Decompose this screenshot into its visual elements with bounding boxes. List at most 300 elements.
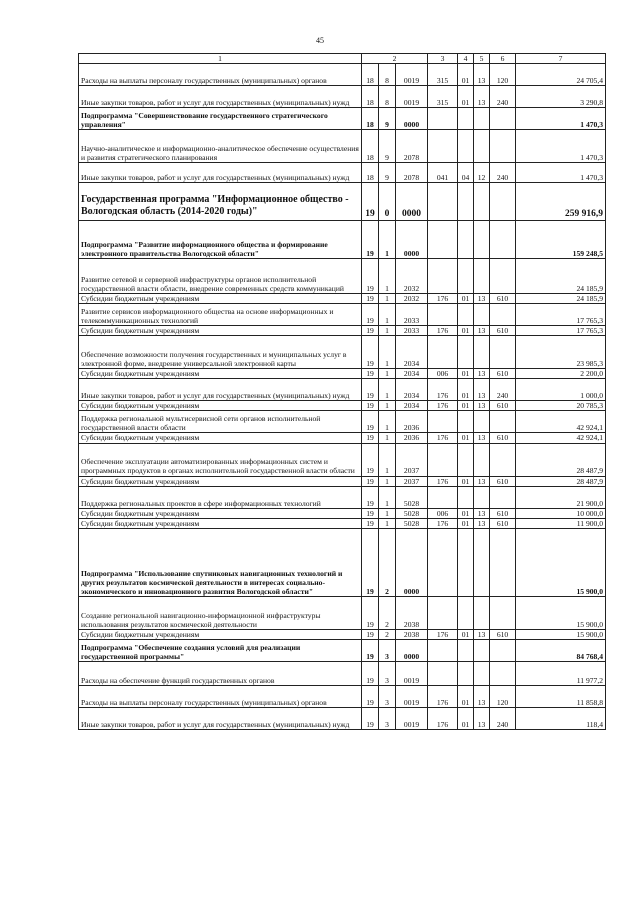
code-program: 19 [362,508,379,518]
table-header-row [79,54,606,64]
table-row [79,294,606,304]
code-section [458,639,474,661]
row-amount: 1 000,0 [516,379,606,401]
code-subprogram: 1 [379,401,396,411]
row-amount: 1 470,3 [516,108,606,130]
code-subprogram: 1 [379,476,396,486]
table-row [79,336,606,369]
table-row [79,259,606,294]
code-expense-type: 240 [490,379,516,401]
code-subsection [474,486,490,508]
code-expense-type [490,259,516,294]
code-program: 19 [362,443,379,476]
code-department: 315 [428,64,458,86]
program-row [79,183,606,221]
row-name: Государственная программа "Информационное общество - Вологодская область (2014-2020 годы)" [79,183,362,221]
code-program: 19 [362,476,379,486]
code-subsection: 13 [474,685,490,707]
code-subsection: 13 [474,629,490,639]
table-row [79,304,606,326]
subprogram-row [79,528,606,596]
code-department [428,183,458,221]
code-subsection [474,596,490,629]
code-article: 5028 [396,518,428,528]
table-row [79,508,606,518]
column-header-7: 7 [516,54,606,64]
code-section [458,661,474,685]
row-name: Субсидии бюджетным учреждениям [79,508,362,518]
code-section: 01 [458,294,474,304]
row-name: Субсидии бюджетным учреждениям [79,369,362,379]
code-expense-type: 120 [490,685,516,707]
code-program: 19 [362,661,379,685]
code-section [458,259,474,294]
row-amount: 42 924,1 [516,411,606,433]
row-amount: 11 977,2 [516,661,606,685]
code-section [458,411,474,433]
code-section [458,596,474,629]
code-subprogram: 3 [379,707,396,729]
code-article: 0000 [396,221,428,259]
row-amount: 17 765,3 [516,326,606,336]
table-row [79,486,606,508]
row-name: Развитие сетевой и серверной инфраструктуры органов исполнительной государственной власти области, внедрение современных средств коммуникаций [79,259,362,294]
code-subprogram: 1 [379,486,396,508]
code-article: 0019 [396,661,428,685]
code-section: 01 [458,476,474,486]
code-subprogram: 1 [379,326,396,336]
code-section [458,108,474,130]
code-article: 5028 [396,508,428,518]
table-row [79,476,606,486]
code-expense-type: 240 [490,163,516,183]
row-amount: 11 858,8 [516,685,606,707]
code-subprogram: 1 [379,518,396,528]
code-subsection [474,639,490,661]
code-program: 18 [362,64,379,86]
code-subsection: 13 [474,294,490,304]
code-subsection [474,661,490,685]
code-department [428,221,458,259]
code-expense-type [490,661,516,685]
row-amount: 2 200,0 [516,369,606,379]
code-program: 19 [362,221,379,259]
code-section: 04 [458,163,474,183]
code-article: 2034 [396,401,428,411]
row-name: Поддержка региональной мультисервисной сети органов исполнительной государственной власти области [79,411,362,433]
code-subsection [474,108,490,130]
row-name: Субсидии бюджетным учреждениям [79,433,362,443]
code-expense-type [490,486,516,508]
row-name: Подпрограмма "Совершенствование государственного стратегического управления" [79,108,362,130]
code-section [458,336,474,369]
row-amount: 1 470,3 [516,163,606,183]
code-expense-type [490,528,516,596]
code-article: 2036 [396,433,428,443]
row-amount: 20 785,3 [516,401,606,411]
code-article: 2032 [396,259,428,294]
row-amount: 24 705,4 [516,64,606,86]
code-subprogram: 1 [379,369,396,379]
code-subprogram: 3 [379,661,396,685]
table-row [79,64,606,86]
code-program: 19 [362,294,379,304]
code-department [428,130,458,163]
code-section: 01 [458,369,474,379]
table-row [79,163,606,183]
code-subsection [474,411,490,433]
row-name: Расходы на выплаты персоналу государственных (муниципальных) органов [79,685,362,707]
code-department: 176 [428,685,458,707]
row-name: Субсидии бюджетным учреждениям [79,401,362,411]
row-amount: 15 900,0 [516,528,606,596]
code-subprogram: 1 [379,221,396,259]
code-program: 18 [362,130,379,163]
code-section [458,528,474,596]
code-subsection: 13 [474,86,490,108]
code-subprogram: 1 [379,411,396,433]
code-department [428,411,458,433]
code-article: 2078 [396,163,428,183]
code-program: 19 [362,518,379,528]
code-article: 5028 [396,486,428,508]
code-program: 19 [362,596,379,629]
row-name: Подпрограмма "Развитие информационного общества и формирование электронного правительства Вологодской области" [79,221,362,259]
code-subprogram: 1 [379,294,396,304]
code-subprogram: 1 [379,443,396,476]
table-row [79,596,606,629]
row-name: Подпрограмма "Использование спутниковых навигационных технологий и других результатов космической деятельности в интересах социально-экономического и инновационного развития Вологодской области" [79,528,362,596]
code-subsection [474,528,490,596]
row-name: Создание региональной навигационно-информационной инфраструктуры использования результатов космической деятельности [79,596,362,629]
code-section: 01 [458,326,474,336]
code-subsection: 13 [474,64,490,86]
subprogram-row [79,639,606,661]
code-section: 01 [458,433,474,443]
code-article: 2037 [396,476,428,486]
code-section: 01 [458,518,474,528]
code-department: 176 [428,707,458,729]
code-section: 01 [458,508,474,518]
row-amount: 24 185,9 [516,294,606,304]
code-program: 19 [362,411,379,433]
code-subsection: 13 [474,401,490,411]
code-department [428,443,458,476]
code-section: 01 [458,707,474,729]
code-program: 19 [362,326,379,336]
row-amount: 15 900,0 [516,629,606,639]
code-department [428,639,458,661]
code-subprogram: 3 [379,685,396,707]
row-amount: 28 487,9 [516,443,606,476]
code-article: 2038 [396,596,428,629]
code-section: 01 [458,629,474,639]
code-subprogram: 8 [379,86,396,108]
code-subsection: 13 [474,379,490,401]
column-header-2: 2 [362,54,428,64]
code-expense-type: 610 [490,629,516,639]
row-name: Субсидии бюджетным учреждениям [79,629,362,639]
row-name: Субсидии бюджетным учреждениям [79,518,362,528]
code-expense-type [490,108,516,130]
table-row [79,86,606,108]
code-department: 006 [428,369,458,379]
code-expense-type: 610 [490,326,516,336]
code-department: 176 [428,294,458,304]
row-name: Иные закупки товаров, работ и услуг для государственных (муниципальных) нужд [79,707,362,729]
table-row [79,443,606,476]
code-expense-type: 610 [490,369,516,379]
column-header-6: 6 [490,54,516,64]
row-name: Обеспечение эксплуатации автоматизированных информационных систем и программных продуктов в органах исполнительной государственной власти области [79,443,362,476]
code-department [428,528,458,596]
code-expense-type: 240 [490,707,516,729]
code-article: 0019 [396,86,428,108]
code-department [428,304,458,326]
code-article: 2033 [396,304,428,326]
code-department: 315 [428,86,458,108]
table-row [79,685,606,707]
table-row [79,661,606,685]
code-expense-type: 610 [490,476,516,486]
code-program: 18 [362,108,379,130]
code-expense-type: 240 [490,86,516,108]
row-amount: 11 900,0 [516,518,606,528]
row-amount: 84 768,4 [516,639,606,661]
code-section: 01 [458,64,474,86]
code-subsection: 13 [474,707,490,729]
code-article: 0019 [396,64,428,86]
table-row [79,411,606,433]
code-article: 2034 [396,379,428,401]
code-article: 0000 [396,108,428,130]
code-subsection [474,304,490,326]
row-name: Субсидии бюджетным учреждениям [79,294,362,304]
code-expense-type [490,336,516,369]
code-program: 19 [362,183,379,221]
code-subprogram: 1 [379,336,396,369]
code-subsection: 13 [474,508,490,518]
code-expense-type [490,443,516,476]
row-name: Обеспечение возможности получения государственных и муниципальных услуг в электронной форме, внедрение универсальной электронной карты [79,336,362,369]
row-amount: 28 487,9 [516,476,606,486]
code-subprogram: 2 [379,629,396,639]
code-program: 18 [362,86,379,108]
code-expense-type: 610 [490,294,516,304]
code-article: 2034 [396,336,428,369]
code-department: 041 [428,163,458,183]
code-subprogram: 1 [379,259,396,294]
row-name: Расходы на выплаты персоналу государственных (муниципальных) органов [79,64,362,86]
code-subsection [474,443,490,476]
code-program: 19 [362,629,379,639]
code-program: 18 [362,163,379,183]
code-subprogram: 1 [379,508,396,518]
code-section [458,183,474,221]
row-name: Иные закупки товаров, работ и услуг для государственных (муниципальных) нужд [79,163,362,183]
code-section [458,304,474,326]
code-program: 19 [362,639,379,661]
code-program: 19 [362,336,379,369]
row-amount: 259 916,9 [516,183,606,221]
code-article: 2033 [396,326,428,336]
code-expense-type [490,411,516,433]
code-subsection [474,259,490,294]
row-name: Субсидии бюджетным учреждениям [79,476,362,486]
row-amount: 42 924,1 [516,433,606,443]
code-subprogram: 0 [379,183,396,221]
table-row [79,379,606,401]
page-number: 45 [316,36,324,45]
code-subprogram: 3 [379,639,396,661]
row-name: Субсидии бюджетным учреждениям [79,326,362,336]
code-section: 01 [458,86,474,108]
code-expense-type: 610 [490,508,516,518]
code-section [458,486,474,508]
code-section [458,221,474,259]
row-name: Научно-аналитическое и информационно-аналитическое обеспечение осуществления и развития стратегического планирования [79,130,362,163]
code-program: 19 [362,401,379,411]
code-subsection [474,221,490,259]
code-article: 2036 [396,411,428,433]
code-section: 01 [458,379,474,401]
code-subprogram: 9 [379,130,396,163]
row-name: Расходы на обеспечение функций государственных органов [79,661,362,685]
code-subprogram: 9 [379,163,396,183]
table-row [79,130,606,163]
row-amount: 24 185,9 [516,259,606,294]
row-name: Иные закупки товаров, работ и услуг для государственных (муниципальных) нужд [79,379,362,401]
code-expense-type [490,130,516,163]
code-subsection: 13 [474,518,490,528]
code-subsection: 13 [474,326,490,336]
table-row [79,707,606,729]
code-subprogram: 8 [379,64,396,86]
code-program: 19 [362,486,379,508]
code-department [428,661,458,685]
code-article: 2038 [396,629,428,639]
row-amount: 15 900,0 [516,596,606,629]
code-section: 01 [458,685,474,707]
code-department: 176 [428,433,458,443]
row-amount: 21 900,0 [516,486,606,508]
code-program: 19 [362,685,379,707]
code-subprogram: 9 [379,108,396,130]
code-program: 19 [362,259,379,294]
code-subprogram: 1 [379,379,396,401]
code-subsection [474,183,490,221]
row-name: Иные закупки товаров, работ и услуг для государственных (муниципальных) нужд [79,86,362,108]
code-department: 176 [428,476,458,486]
code-section [458,130,474,163]
table-row [79,629,606,639]
row-amount: 10 000,0 [516,508,606,518]
code-article: 2037 [396,443,428,476]
code-article: 0019 [396,685,428,707]
row-amount: 118,4 [516,707,606,729]
code-subprogram: 2 [379,528,396,596]
row-name: Подпрограмма "Обеспечение создания условий для реализации государственной программы" [79,639,362,661]
code-article: 2034 [396,369,428,379]
table-row [79,518,606,528]
code-expense-type [490,639,516,661]
row-amount: 3 290,8 [516,86,606,108]
code-department [428,596,458,629]
row-amount: 1 470,3 [516,130,606,163]
code-department: 176 [428,379,458,401]
code-expense-type [490,596,516,629]
code-program: 19 [362,528,379,596]
code-expense-type [490,304,516,326]
code-department [428,259,458,294]
code-article: 2032 [396,294,428,304]
code-program: 19 [362,369,379,379]
code-article: 0000 [396,639,428,661]
column-header-4: 4 [458,54,474,64]
table-body [79,64,606,730]
code-program: 19 [362,304,379,326]
table-row [79,401,606,411]
code-department: 176 [428,401,458,411]
code-article: 0019 [396,707,428,729]
code-subprogram: 1 [379,433,396,443]
code-expense-type [490,183,516,221]
code-article: 0000 [396,183,428,221]
row-name: Поддержка региональных проектов в сфере информационных технологий [79,486,362,508]
table-row [79,326,606,336]
row-amount: 17 765,3 [516,304,606,326]
code-subsection: 13 [474,369,490,379]
code-subprogram: 1 [379,304,396,326]
code-department: 176 [428,326,458,336]
code-subsection [474,130,490,163]
code-department: 176 [428,518,458,528]
code-program: 19 [362,379,379,401]
code-department [428,108,458,130]
row-amount: 23 985,3 [516,336,606,369]
code-expense-type: 610 [490,401,516,411]
table-row [79,433,606,443]
code-expense-type [490,221,516,259]
table-row [79,369,606,379]
code-article: 2078 [396,130,428,163]
code-subsection: 13 [474,433,490,443]
code-department [428,336,458,369]
code-subsection [474,336,490,369]
code-section [458,443,474,476]
code-subprogram: 2 [379,596,396,629]
code-section: 01 [458,401,474,411]
row-amount: 159 248,5 [516,221,606,259]
code-article: 0000 [396,528,428,596]
row-name: Развитие сервисов информационного общества на основе информационных и телекоммуникационных технологий [79,304,362,326]
code-program: 19 [362,433,379,443]
column-header-1: 1 [79,54,362,64]
code-subsection: 13 [474,476,490,486]
code-department: 176 [428,629,458,639]
code-subsection: 12 [474,163,490,183]
subprogram-row [79,221,606,259]
code-department: 006 [428,508,458,518]
budget-table [78,53,606,730]
code-department [428,486,458,508]
code-expense-type: 610 [490,433,516,443]
code-expense-type: 610 [490,518,516,528]
column-header-5: 5 [474,54,490,64]
subprogram-row [79,108,606,130]
column-header-3: 3 [428,54,458,64]
code-expense-type: 120 [490,64,516,86]
